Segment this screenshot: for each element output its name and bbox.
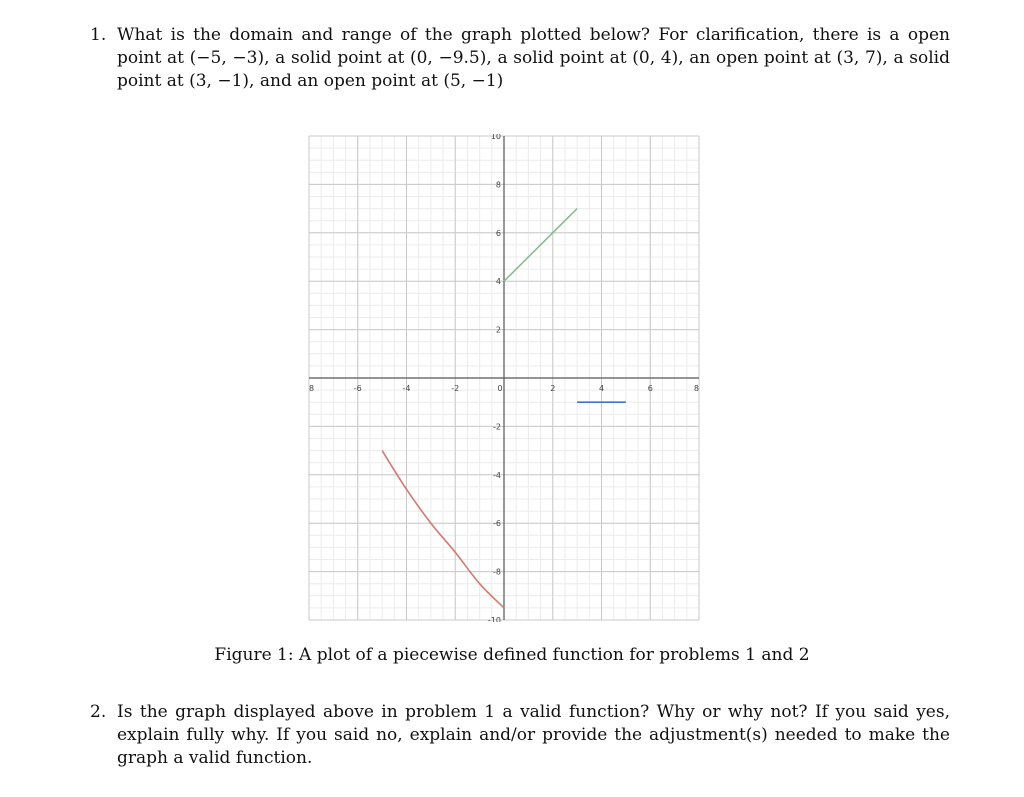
- y-tick-label: 2: [495, 325, 501, 335]
- y-tick-label: -6: [493, 519, 501, 529]
- y-tick-label: -10: [487, 616, 501, 622]
- problem-2: [90, 701, 950, 770]
- y-tick-label: 8: [495, 180, 501, 190]
- x-tick-label: 6: [647, 384, 653, 393]
- x-tick-label: -6: [353, 384, 362, 393]
- y-tick-label: 6: [495, 228, 501, 238]
- x-tick-label: 8: [309, 384, 315, 393]
- y-tick-label: 10: [490, 134, 501, 141]
- y-tick-label: 4: [495, 277, 501, 287]
- x-tick-label: 0: [497, 384, 503, 393]
- problem-1: [90, 24, 950, 93]
- x-tick-label: -2: [451, 384, 460, 393]
- piecewise-graph: [306, 134, 702, 622]
- problem-1-number: 1.: [90, 25, 107, 45]
- x-tick-label: -4: [402, 384, 411, 393]
- x-tick-label: 8: [693, 384, 699, 393]
- y-tick-label: -4: [493, 470, 501, 480]
- x-tick-label: 4: [598, 384, 605, 393]
- figure-graph: [306, 134, 702, 622]
- y-tick-label: -8: [493, 567, 501, 577]
- x-tick-label: 2: [550, 384, 556, 393]
- problem-2-text: Is the graph displayed above in problem 1 a valid function? Why or why not? If you said yes, explain fully why. If you said no, explain and/or provide the adjustment(s) needed to make the graph a valid function.: [117, 702, 950, 768]
- figure-caption: Figure 1: A plot of a piecewise defined function for problems 1 and 2: [214, 645, 810, 665]
- y-tick-label: -2: [493, 422, 501, 432]
- problem-1-text: What is the domain and range of the graph plotted below? For clarification, there is a open point at (−5, −3), a solid point at (0, −9.5), a solid point at (0, 4), an open point at (3, 7), a solid point at (3, −1), and an open point at (5, −1): [117, 25, 950, 91]
- problem-2-number: 2.: [90, 702, 107, 722]
